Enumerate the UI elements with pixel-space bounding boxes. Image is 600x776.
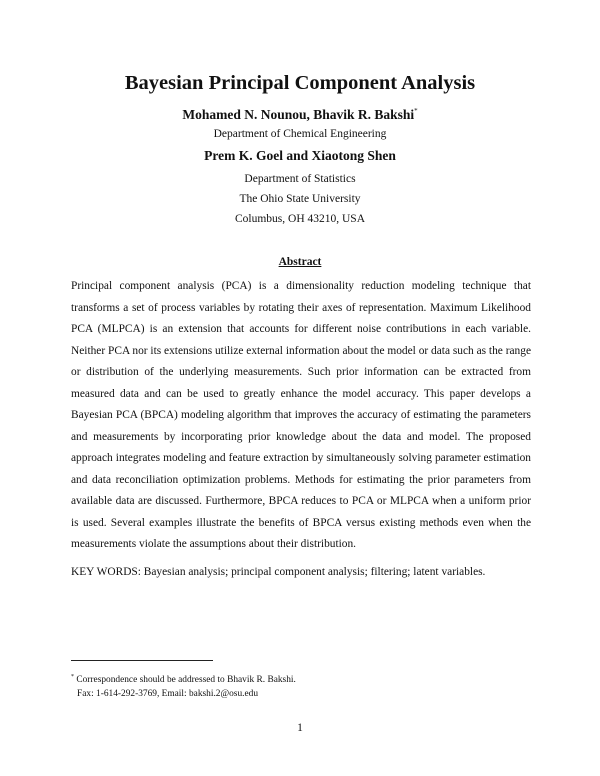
affiliation-university: The Ohio State University — [239, 193, 361, 205]
keywords-line: KEY WORDS: Bayesian analysis; principal component analysis; filtering; latent variables. — [71, 566, 486, 578]
abstract-body: Principal component analysis (PCA) is a dimensionality reduction modeling technique that transforms a set of process variables by rotating their axes of representation. Maximum Likelihood PCA (MLPCA) is an extension that accounts for different noise contributions in each variable. Neither PCA nor its extensions utilize external information about the model or data such as the range or distribution of the underlying measurements. Such prior information can be extracted from measured data and can be used to greatly enhance the model accuracy. This paper develops a Bayesian PCA (BPCA) modeling algorithm that improves the accuracy of estimating the parameters and measurements by incorporating prior knowledge about the data and model. The proposed approach integrates modeling and feature extraction by simultaneously solving parameter estimation and data reconciliation optimization problems. Methods for estimating the prior parameters from available data are discussed. Furthermore, BPCA reduces to PCA or MLPCA when a uniform prior is used. Several examples illustrate the benefits of BPCA versus existing methods even when the measurements violate the assumptions about their distribution. — [71, 280, 531, 550]
footnote-divider — [71, 660, 213, 661]
page-number: 1 — [297, 722, 303, 734]
abstract-heading: Abstract — [278, 256, 322, 268]
affiliation-address: Columbus, OH 43210, USA — [234, 213, 366, 225]
affiliation-chemical-engineering: Department of Chemical Engineering — [213, 128, 387, 140]
footnote-marker: * — [71, 674, 74, 680]
authors-line-2: Prem K. Goel and Xiaotong Shen — [204, 148, 396, 163]
authors-line-1 — [0, 102, 600, 124]
footnote-text-1: Correspondence should be addressed to Bhavik R. Bakshi. — [76, 675, 296, 685]
paper-title: Bayesian Principal Component Analysis — [124, 72, 476, 94]
correspondence-marker: * — [414, 107, 418, 115]
affiliation-statistics-dept: Department of Statistics — [244, 173, 356, 185]
footnote-contact: Fax: 1-614-292-3769, Email: bakshi.2@osu.edu — [77, 689, 259, 699]
footnote-correspondence — [71, 671, 296, 687]
author-names-1: Mohamed N. Nounou, Bhavik R. Bakshi — [182, 107, 415, 122]
